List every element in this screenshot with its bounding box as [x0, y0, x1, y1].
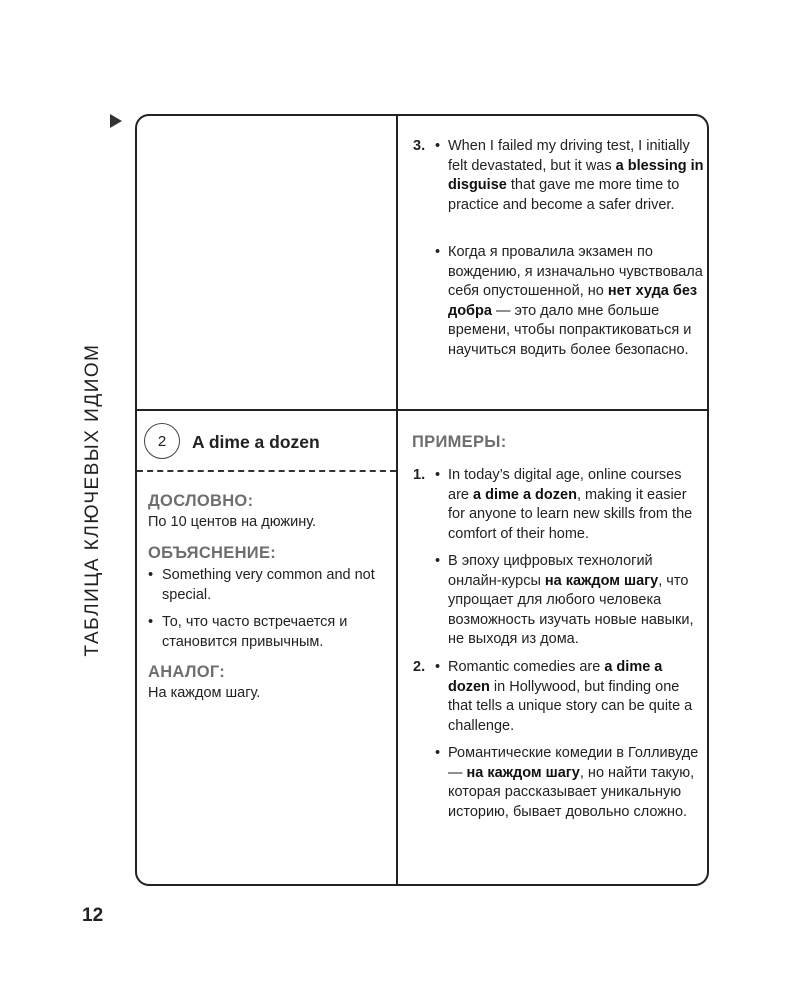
bullet-dot: • — [435, 659, 441, 675]
example-1-en — [413, 466, 708, 546]
bullet-dot: • — [148, 567, 154, 583]
example-2-en — [413, 658, 708, 738]
literal-heading: ДОСЛОВНО: — [148, 492, 254, 510]
idiom-number-badge: 2 — [144, 423, 180, 459]
title-dashed-divider — [137, 470, 396, 472]
analog-heading: АНАЛОГ: — [148, 663, 226, 681]
column-divider — [396, 114, 398, 886]
explanation-heading: ОБЪЯСНЕНИЕ: — [148, 544, 277, 562]
bullet-dot: • — [435, 745, 441, 761]
example-text: Romantic comedies are a dime a dozen in Hollywood, but finding one that tells a unique story can be quite a challenge. — [448, 659, 693, 734]
example-1-ru — [413, 552, 708, 647]
example-3-ru — [413, 243, 708, 383]
example-text: When I failed my driving test, I initially felt devastated, but it was a blessing in disguise that gave me more time to practice and become a safer driver. — [448, 138, 704, 213]
idiom-title: A dime a dozen — [192, 432, 320, 452]
example-number: 1. — [413, 467, 426, 483]
literal-text: По 10 центов на дюжину. — [148, 514, 317, 530]
example-number: 3. — [413, 138, 426, 154]
page-marker-icon — [110, 114, 122, 128]
example-text: In today’s digital age, online courses are a dime a dozen, making it easier for anyone to learn new skills from the comfort of their home. — [448, 467, 693, 542]
examples-heading: ПРИМЕРЫ: — [412, 433, 507, 451]
example-2-ru — [413, 744, 708, 824]
example-translation: Когда я провалила экзамен по вождению, я изначально чувствовала себя опустошенной, но нет худа без добра — это дало мне больше времени, чтобы попрактиковаться и научиться водить более безопасно. — [448, 244, 703, 358]
example-3-en — [413, 137, 708, 237]
bullet-dot: • — [435, 138, 441, 154]
bullet-dot: • — [148, 614, 154, 630]
example-translation: Романтические комедии в Голливуде — на каждом шагу, но найти такую, которая рассказывает уникальную историю, бывает довольно сложно. — [448, 745, 699, 820]
row-divider — [135, 409, 709, 411]
bullet-dot: • — [435, 467, 441, 483]
example-number: 2. — [413, 659, 426, 675]
page-number: 12 — [82, 905, 104, 926]
side-title: ТАБЛИЦА КЛЮЧЕВЫХ ИДИОМ — [82, 343, 103, 657]
bullet-dot: • — [435, 553, 441, 569]
bullet-dot: • — [435, 244, 441, 260]
example-translation: В эпоху цифровых технологий онлайн-курсы на каждом шагу, что упрощает для любого человека возможность изучать новые навыки, не выходя из дома. — [448, 553, 694, 647]
analog-text: На каждом шагу. — [148, 685, 261, 701]
